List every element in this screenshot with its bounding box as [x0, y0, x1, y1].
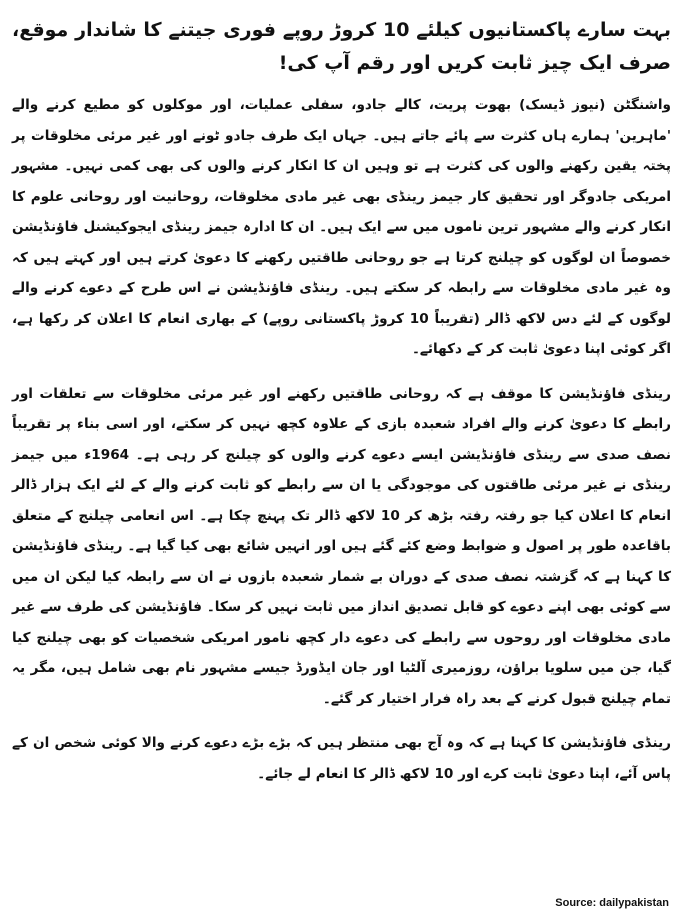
article-headline: بہت سارے پاکستانیوں کیلئے 10 کروڑ روپے فوری جیتنے کا شاندار موقع، صرف ایک چیز ثابت کریں اور رقم آپ کی! — [12, 19, 672, 74]
source-credit: Source: dailypakistan — [555, 897, 669, 909]
article-paragraph-3: رینڈی فاؤنڈیشن کا کہنا ہے کہ وہ آج بھی منتظر ہیں کہ بڑے بڑے دعوے کرنے والا کوئی شخص ان کے پاس آئے، اپنا دعویٰ ثابت کرے اور 10 لاکھ ڈالر کا انعام لے جائے۔ — [12, 735, 671, 782]
article-paragraph-1: واشنگٹن (نیوز ڈیسک) بھوت پریت، کالے جادو، سفلی عملیات، اور موکلوں کو مطیع کرنے والے 'ماہرین' ہمارے ہاں کثرت سے پائے جاتے ہیں۔ جہاں ایک طرف جادو ٹونے اور غیر مرئی مخلوقات پر پختہ یقین رکھنے والوں کی کثرت ہے تو وہیں ان کا انکار کرنے والوں کی بھی کمی نہیں۔ مشہور امریکی جادوگر اور تحقیق کار جیمز رینڈی بھی غیر مادی مخلوقات، روحانیت اور روحانی علوم کا انکار کرنے والے مشہور ترین ناموں میں سے ایک ہیں۔ ان کا ادارہ جیمز رینڈی ایجوکیشنل فاؤنڈیشن خصوصاً ان لوگوں کو چیلنج کرتا ہے جو روحانی طاقتیں رکھنے کا دعویٰ کرتے ہیں اور کہتے ہیں کہ وہ غیر مادی مخلوقات سے رابطہ کر سکتے ہیں۔ رینڈی فاؤنڈیشن نے اس طرح کے دعوے کرنے والے لوگوں کے لئے دس لاکھ ڈالر (تقریباً 10 کروڑ پاکستانی روپے) کے بھاری انعام کا اعلان کر رکھا ہے، اگر کوئی اپنا دعویٰ ثابت کر کے دکھائے۔ — [12, 97, 671, 357]
article-paragraph-2: رینڈی فاؤنڈیشن کا موقف ہے کہ روحانی طاقتیں رکھنے اور غیر مرئی مخلوقات سے تعلقات اور رابطے کا دعویٰ کرنے والے افراد شعبدہ بازی کے علاوہ کچھ نہیں کر سکتے، اور اسی بناء پر تقریباً نصف صدی سے رینڈی فاؤنڈیشن ایسے دعوے کرنے والوں کو چیلنج کر رہی ہے۔ 1964ء میں جیمز رینڈی نے غیر مرئی طاقتوں کی موجودگی یا ان سے رابطے کو ثابت کرنے والے کے لئے ایک ہزار ڈالر انعام کا اعلان کیا جو رفتہ رفتہ بڑھ کر 10 لاکھ ڈالر تک پہنچ چکا ہے۔ اس انعامی چیلنج کے متعلق باقاعدہ طور پر اصول و ضوابط وضع کئے گئے ہیں اور انہیں شائع بھی کیا گیا ہے۔ رینڈی فاؤنڈیشن کا کہنا ہے کہ گزشتہ نصف صدی کے دوران بے شمار شعبدہ بازوں نے ان سے رابطہ کیا لیکن ان میں سے کوئی بھی اپنے دعوے کو قابل تصدیق انداز میں ثابت نہیں کر سکا۔ فاؤنڈیشن کی طرف سے غیر مادی مخلوقات اور روحوں سے رابطے کی دعوے دار کچھ نامور امریکی شخصیات کو بھی چیلنج کیا گیا، جن میں سلویا براؤن، روزمیری آلٹیا اور جان ایڈورڈ جیسے مشہور نام بھی شامل ہیں، مگر یہ تمام چیلنج قبول کرنے کے بعد راہ فرار اختیار کر گئے۔ — [12, 385, 671, 707]
